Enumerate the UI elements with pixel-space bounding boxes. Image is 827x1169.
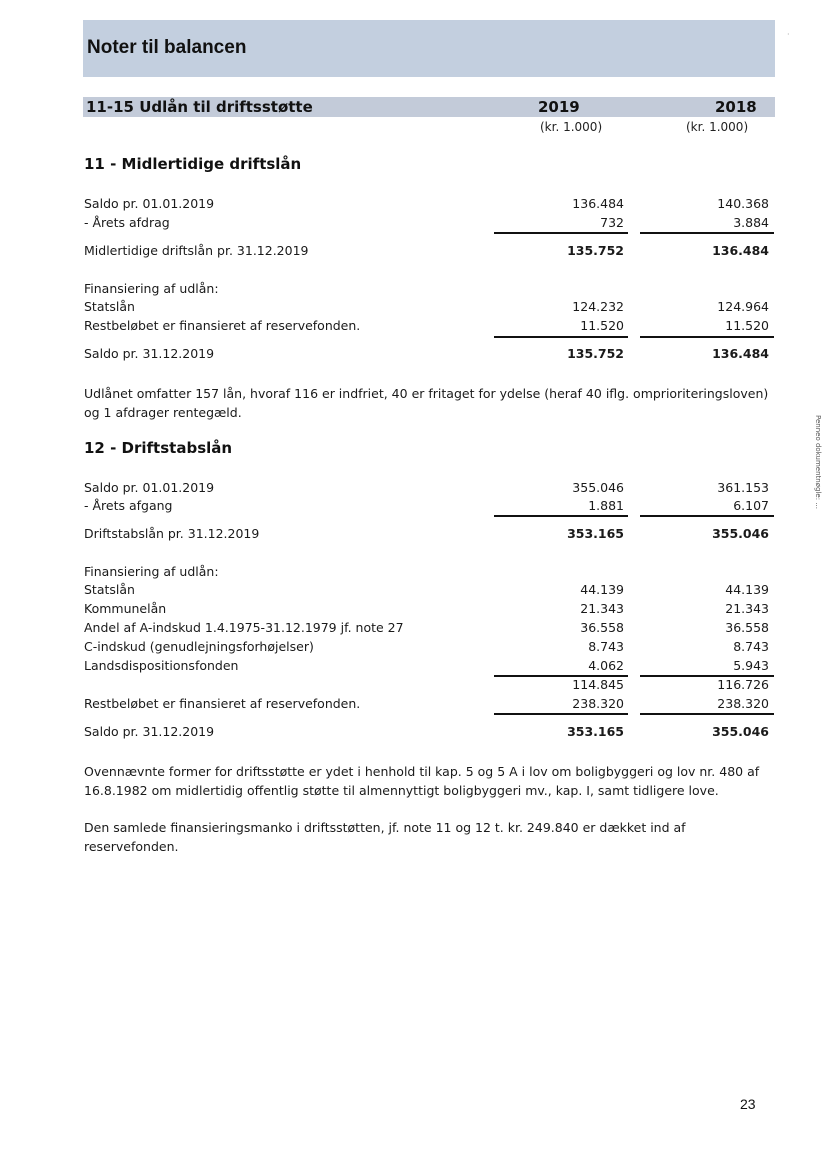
table-row-total bbox=[84, 724, 774, 742]
row-label: Saldo pr. 01.01.2019 bbox=[84, 480, 215, 495]
row-label: C-indskud (genudlejningsforhøjelser) bbox=[84, 639, 314, 654]
value-2019: 124.232 bbox=[572, 299, 624, 314]
unit-2018: (kr. 1.000) bbox=[686, 120, 749, 134]
value-2019: 135.752 bbox=[567, 346, 624, 361]
table-row bbox=[84, 620, 774, 638]
row-label: Saldo pr. 01.01.2019 bbox=[84, 196, 215, 211]
value-2019: 732 bbox=[600, 215, 624, 230]
value-2019: 353.165 bbox=[567, 526, 624, 541]
value-2018: 3.884 bbox=[733, 215, 769, 230]
row-label: Kommunelån bbox=[84, 601, 167, 616]
value-2019: 11.520 bbox=[580, 318, 624, 333]
value-2018: 238.320 bbox=[717, 696, 769, 711]
note-11-heading: 11 - Midlertidige driftslån bbox=[84, 155, 302, 173]
underline bbox=[494, 336, 628, 338]
table-row-total bbox=[84, 526, 774, 544]
table-row bbox=[84, 318, 774, 336]
value-2018: 140.368 bbox=[717, 196, 769, 211]
underline bbox=[494, 713, 628, 715]
underline bbox=[640, 713, 774, 715]
value-2019: 4.062 bbox=[588, 658, 624, 673]
financing-shortfall-paragraph: Den samlede finansieringsmanko i driftsstøtten, jf. note 11 og 12 t. kr. 249.840 er dækket ind af reservefonden. bbox=[84, 820, 686, 854]
value-2019: 1.881 bbox=[588, 498, 624, 513]
page-title: Noter til balancen bbox=[87, 37, 247, 58]
table-row-total bbox=[84, 346, 774, 364]
financing-label bbox=[84, 564, 774, 582]
value-2018: 44.139 bbox=[725, 582, 769, 597]
value-2019: 355.046 bbox=[572, 480, 624, 495]
table-row bbox=[84, 582, 774, 600]
table-row bbox=[84, 215, 774, 233]
row-label: Statslån bbox=[84, 299, 135, 314]
row-label: - Årets afdrag bbox=[84, 215, 170, 230]
table-row bbox=[84, 601, 774, 619]
row-label: Restbeløbet er finansieret af reservefonden. bbox=[84, 696, 361, 711]
underline bbox=[494, 232, 628, 234]
value-2018: 36.558 bbox=[725, 620, 769, 635]
value-2018: 8.743 bbox=[733, 639, 769, 654]
row-label: Landsdispositionsfonden bbox=[84, 658, 239, 673]
table-row bbox=[84, 196, 774, 214]
value-2019: 238.320 bbox=[572, 696, 624, 711]
row-label: Finansiering af udlån: bbox=[84, 564, 219, 579]
row-label: - Årets afgang bbox=[84, 498, 173, 513]
underline bbox=[494, 515, 628, 517]
value-2019: 136.484 bbox=[572, 196, 624, 211]
row-label: Midlertidige driftslån pr. 31.12.2019 bbox=[84, 243, 309, 258]
underline bbox=[640, 336, 774, 338]
year-2018-header: 2018 bbox=[715, 98, 757, 116]
value-2018: 355.046 bbox=[712, 724, 769, 739]
row-label: Restbeløbet er finansieret af reservefonden. bbox=[84, 318, 361, 333]
value-2019: 21.343 bbox=[580, 601, 624, 616]
value-2019: 36.558 bbox=[580, 620, 624, 635]
table-row-total bbox=[84, 243, 774, 261]
value-2018: 136.484 bbox=[712, 346, 769, 361]
table-row bbox=[84, 299, 774, 317]
financing-label bbox=[84, 281, 774, 299]
value-2019: 114.845 bbox=[572, 677, 624, 692]
table-row bbox=[84, 696, 774, 714]
value-2018: 124.964 bbox=[717, 299, 769, 314]
value-2018: 6.107 bbox=[733, 498, 769, 513]
value-2018: 116.726 bbox=[717, 677, 769, 692]
table-row-subtotal bbox=[84, 677, 774, 695]
value-2019: 8.743 bbox=[588, 639, 624, 654]
note-12-heading: 12 - Driftstabslån bbox=[84, 439, 233, 457]
legal-basis-paragraph: Ovennævnte former for driftsstøtte er ydet i henhold til kap. 5 og 5 A i lov om boligbyggeri og lov nr. 480 af 16.8.1982 om midlertidig offentlig støtte til almennyttigt boligbyggeri mv., kap. I, samt tidligere love. bbox=[84, 764, 760, 798]
page-number: 23 bbox=[740, 1096, 756, 1112]
table-row bbox=[84, 480, 774, 498]
value-2018: 21.343 bbox=[725, 601, 769, 616]
scan-mark: · bbox=[787, 30, 790, 39]
section-title: 11-15 Udlån til driftsstøtte bbox=[86, 98, 313, 116]
table-row bbox=[84, 498, 774, 516]
row-label: Driftstabslån pr. 31.12.2019 bbox=[84, 526, 260, 541]
table-row bbox=[84, 658, 774, 676]
row-label: Finansiering af udlån: bbox=[84, 281, 219, 296]
value-2018: 361.153 bbox=[717, 480, 769, 495]
year-2019-header: 2019 bbox=[538, 98, 580, 116]
value-2018: 5.943 bbox=[733, 658, 769, 673]
note-11-remark: Udlånet omfatter 157 lån, hvoraf 116 er indfriet, 40 er fritaget for ydelse (heraf 40 iflg. omprioriteringsloven) og 1 afdrager rentegæld. bbox=[84, 386, 769, 420]
value-2019: 44.139 bbox=[580, 582, 624, 597]
document-key-stamp: Penneo dokumentnøgle: ... bbox=[814, 415, 822, 509]
value-2018: 355.046 bbox=[712, 526, 769, 541]
row-label: Andel af A-indskud 1.4.1975-31.12.1979 jf. note 27 bbox=[84, 620, 404, 635]
value-2018: 11.520 bbox=[725, 318, 769, 333]
row-label: Saldo pr. 31.12.2019 bbox=[84, 724, 215, 739]
underline bbox=[640, 515, 774, 517]
value-2019: 135.752 bbox=[567, 243, 624, 258]
row-label: Saldo pr. 31.12.2019 bbox=[84, 346, 215, 361]
value-2018: 136.484 bbox=[712, 243, 769, 258]
table-row bbox=[84, 639, 774, 657]
section-header-bar bbox=[83, 97, 775, 117]
page-header-banner bbox=[83, 20, 775, 77]
value-2019: 353.165 bbox=[567, 724, 624, 739]
unit-2019: (kr. 1.000) bbox=[540, 120, 603, 134]
underline bbox=[640, 232, 774, 234]
row-label: Statslån bbox=[84, 582, 135, 597]
